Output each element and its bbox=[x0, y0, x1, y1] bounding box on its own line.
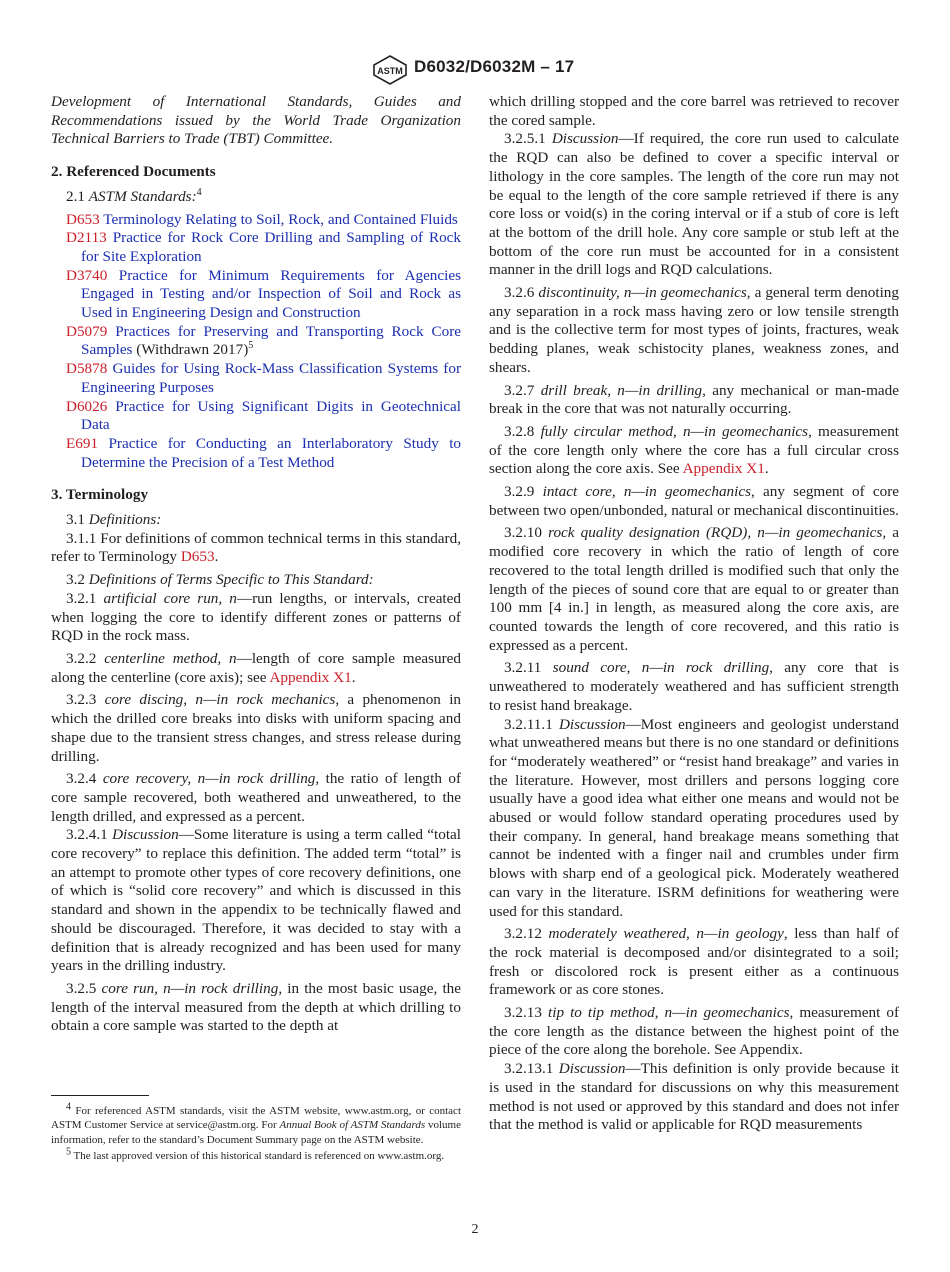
reference-note: (Withdrawn 2017) bbox=[132, 341, 249, 359]
reference-item[interactable] bbox=[51, 360, 461, 397]
document-id: D6032/D6032M – 17 bbox=[414, 57, 575, 76]
left-column bbox=[51, 93, 461, 1040]
definition-3-2-12: 3.2.12 moderately weathered, n—in geology, less than half of the rock material is decomposed and/or disintegrated to a soil; fresh or discolored rock is present either as a continuous framework or as core stones. bbox=[489, 925, 899, 999]
d653-link[interactable]: D653 bbox=[180, 548, 215, 566]
reference-code-link[interactable]: D5878 bbox=[66, 360, 108, 378]
clause-3-2: 3.2 Definitions of Terms Specific to This Standard: bbox=[66, 571, 374, 589]
definition-3-2-5: 3.2.5 core run, n—in rock drilling, in the most basic usage, the length of the interval measured from the depth at which drilling to obtain a core sample was started to the depth at bbox=[51, 979, 461, 1035]
reference-item[interactable] bbox=[51, 398, 461, 435]
footnote-5: $^5$ The last approved version of this historical standard is referenced on www.astm.org. bbox=[66, 1146, 445, 1162]
reference-code-link[interactable]: D653 bbox=[66, 210, 100, 228]
right-column bbox=[489, 93, 899, 1139]
definition-3-2-11: 3.2.11 sound core, n—in rock drilling, any core that is unweathered to moderately weathered and has sufficient strength to resist hand breakage. bbox=[489, 659, 900, 714]
definition-3-2-3: 3.2.3 core discing, n—in rock mechanics, a phenomenon in which the drilled core breaks into disks with uniform spacing and shape due to the transient stress changes, and stress release during drilling. bbox=[51, 691, 462, 765]
reference-title-link[interactable]: Practice for Minimum Requirements for Agencies Engaged in Testing and/or Inspection of Soil and Rock as Used in Engineering Design and Construction bbox=[81, 266, 462, 322]
reference-title-link[interactable]: Practice for Conducting an Interlaboratory Study to Determine the Precision of a Test Method bbox=[81, 434, 462, 471]
section-2-heading: 2. Referenced Documents bbox=[51, 163, 216, 181]
definition-3-2-8: 3.2.8 fully circular method, n—in geomechanics, measurement of the core length only where the core has a full circular cross section along the core axis. See Appendix X1. bbox=[489, 422, 900, 478]
astm-logo-icon bbox=[372, 55, 408, 85]
section-3-heading: 3. Terminology bbox=[51, 486, 149, 504]
clause-3-1-1: 3.1.1 For definitions of common technical terms in this standard, refer to Terminology D653. bbox=[51, 529, 461, 566]
definition-3-2-6: 3.2.6 discontinuity, n—in geomechanics, a general term denoting any separation in a rock mass having zero or low tensile strength and is the collective term for most types of joints, fractures, weak bedding planes, weak schistocity planes, weakness zones, and shears. bbox=[489, 284, 899, 376]
definition-3-2-7: 3.2.7 drill break, n—in drilling, any mechanical or man-made break in the core that was not naturally occurring. bbox=[489, 381, 899, 418]
reference-title-link[interactable]: Practice for Rock Core Drilling and Sampling of Rock for Site Exploration bbox=[81, 229, 462, 265]
definition-3-2-13: 3.2.13 tip to tip method, n—in geomechanics, measurement of the core length as the distance between the highest point of the piece of the core along the borehole. See Appendix. bbox=[489, 1004, 900, 1059]
discussion-3-2-13-1: 3.2.13.1 Discussion—This definition is only provide because it is used in the standard for discussions on why this measurement method is not used or approved by this standard and does not infer that the method is valid or applicable for RQD measurements bbox=[489, 1060, 900, 1134]
definition-3-2-10: 3.2.10 rock quality designation (RQD), n—in geomechanics, a modified core recovery in which the ratio of length of core recovered to the total length drilled is modified such that only the length of the pieces of sound core that are equal to or greater than 100 mm [4 in.] in length, as measured along the core axis, are counted towards the length of core recovered, and this ratio is expressed as a percent. bbox=[489, 524, 899, 654]
reference-code-link[interactable]: D5079 bbox=[66, 322, 108, 340]
page-header bbox=[0, 55, 950, 87]
definition-3-2-9: 3.2.9 intact core, n—in geomechanics, any segment of core between two open/unbonded, natural or mechanical discontinuities. bbox=[489, 483, 899, 519]
reference-code-link[interactable]: D3740 bbox=[66, 266, 108, 284]
reference-item[interactable] bbox=[51, 229, 461, 266]
reference-code-link[interactable]: E691 bbox=[66, 434, 99, 452]
reference-code-link[interactable]: D6026 bbox=[66, 397, 108, 415]
clause-3-1: 3.1 Definitions: bbox=[66, 511, 162, 529]
reference-title-link[interactable]: Guides for Using Rock-Mass Classification Systems for Engineering Purposes bbox=[81, 360, 462, 396]
definition-3-2-2: 3.2.2 centerline method, n—length of core sample measured along the centerline (core axis); see Appendix X1. bbox=[51, 649, 461, 686]
footnote-divider bbox=[51, 1095, 149, 1096]
reference-title-link[interactable]: Terminology Relating to Soil, Rock, and Contained Fluids bbox=[103, 210, 458, 228]
reference-code-link[interactable]: D2113 bbox=[66, 229, 107, 247]
reference-item[interactable] bbox=[51, 267, 461, 323]
discussion-3-2-11-1: 3.2.11.1 Discussion—Most engineers and geologist understand what unweathered means but there is no one standard or definitions for “moderately weathered” or “resist hand breakage” and varies in the literature. However, most drillers and persons logging core usually have a good idea what either one means and would not be abused or would follow standard operating procedures used by their company. In general, hand breakage means something that cannot be indented with a finger nail and crumbles under firm blows with sharp end of a geological pick. Moderately weathered can vary in the literature. ISRM definitions for weathering were used for this standard. bbox=[489, 715, 900, 920]
continued-paragraph: which drilling stopped and the core barrel was retrieved to recover the cored sample. bbox=[489, 93, 899, 129]
footnote-4: $^4$ For referenced ASTM standards, visit the ASTM website, www.astm.org, or contact ASTM Customer Service at service@astm.org. For Annual Book of ASTM Standards volume information, refer to the standard’s Document Summary page on the ASTM website. bbox=[51, 1101, 461, 1146]
reference-item[interactable]: D5079 Practices for Preserving and Transporting Rock Core Samples (Withdrawn 2017)$^5$ bbox=[66, 322, 461, 359]
definition-3-2-4: 3.2.4 core recovery, n—in rock drilling, the ratio of length of core sample recovered, both weathered and unweathered, to the length drilled, and expressed as a percent. bbox=[51, 770, 462, 825]
reference-title-link[interactable]: Practice for Using Significant Digits in Geotechnical Data bbox=[81, 397, 462, 434]
footnotes bbox=[51, 1101, 461, 1165]
definition-3-2-1: 3.2.1 artificial core run, n—run lengths, or intervals, created when logging the core to identify different zones or patterns of RQD in the rock mass. bbox=[51, 589, 461, 645]
page-number: 2 bbox=[471, 1222, 479, 1237]
appendix-x1-link[interactable]: Appendix X1 bbox=[269, 668, 352, 686]
reference-item[interactable] bbox=[51, 211, 461, 230]
intro-paragraph: Development of International Standards, Guides and Recommendations issued by the World Trade Organization Technical Barriers to Trade (TBT) Committee. bbox=[51, 93, 461, 148]
discussion-3-2-4-1: 3.2.4.1 Discussion—Some literature is using a term called “total core recovery” to replace this definition. The added term “total” is an attempt to promote other types of core recovery definitions, one of which is “solid core recovery” and which is discussed in this standard and shown in the appendix to be technically flawed and should be discouraged. Therefore, it was decided to stay with a definition that is already recognized and has been used for many years in the drilling industry. bbox=[51, 826, 461, 975]
reference-title-link[interactable]: Practices for Preserving and Transporting Rock Core Samples bbox=[81, 322, 461, 359]
clause-2-1: 2.1 ASTM Standards:$^4$ bbox=[66, 186, 202, 205]
reference-item[interactable] bbox=[51, 435, 461, 472]
appendix-x1-link[interactable]: Appendix X1 bbox=[682, 460, 765, 478]
logo-text: ASTM bbox=[377, 66, 403, 76]
discussion-3-2-5-1: 3.2.5.1 Discussion—If required, the core run used to calculate the RQD can also be defined to cover a specific interval or lithology in the core samples. The length of the core run may not be equal to the length of the core sample retrieved if there is any core loss or void(s) in the coring interval or if a stub of core is left at the bottom of the drill hole. Any core sample or stub left at the bottom of the core run must be accounted for in a consistent manner in the drill logs and RQD calculations. bbox=[489, 130, 899, 279]
